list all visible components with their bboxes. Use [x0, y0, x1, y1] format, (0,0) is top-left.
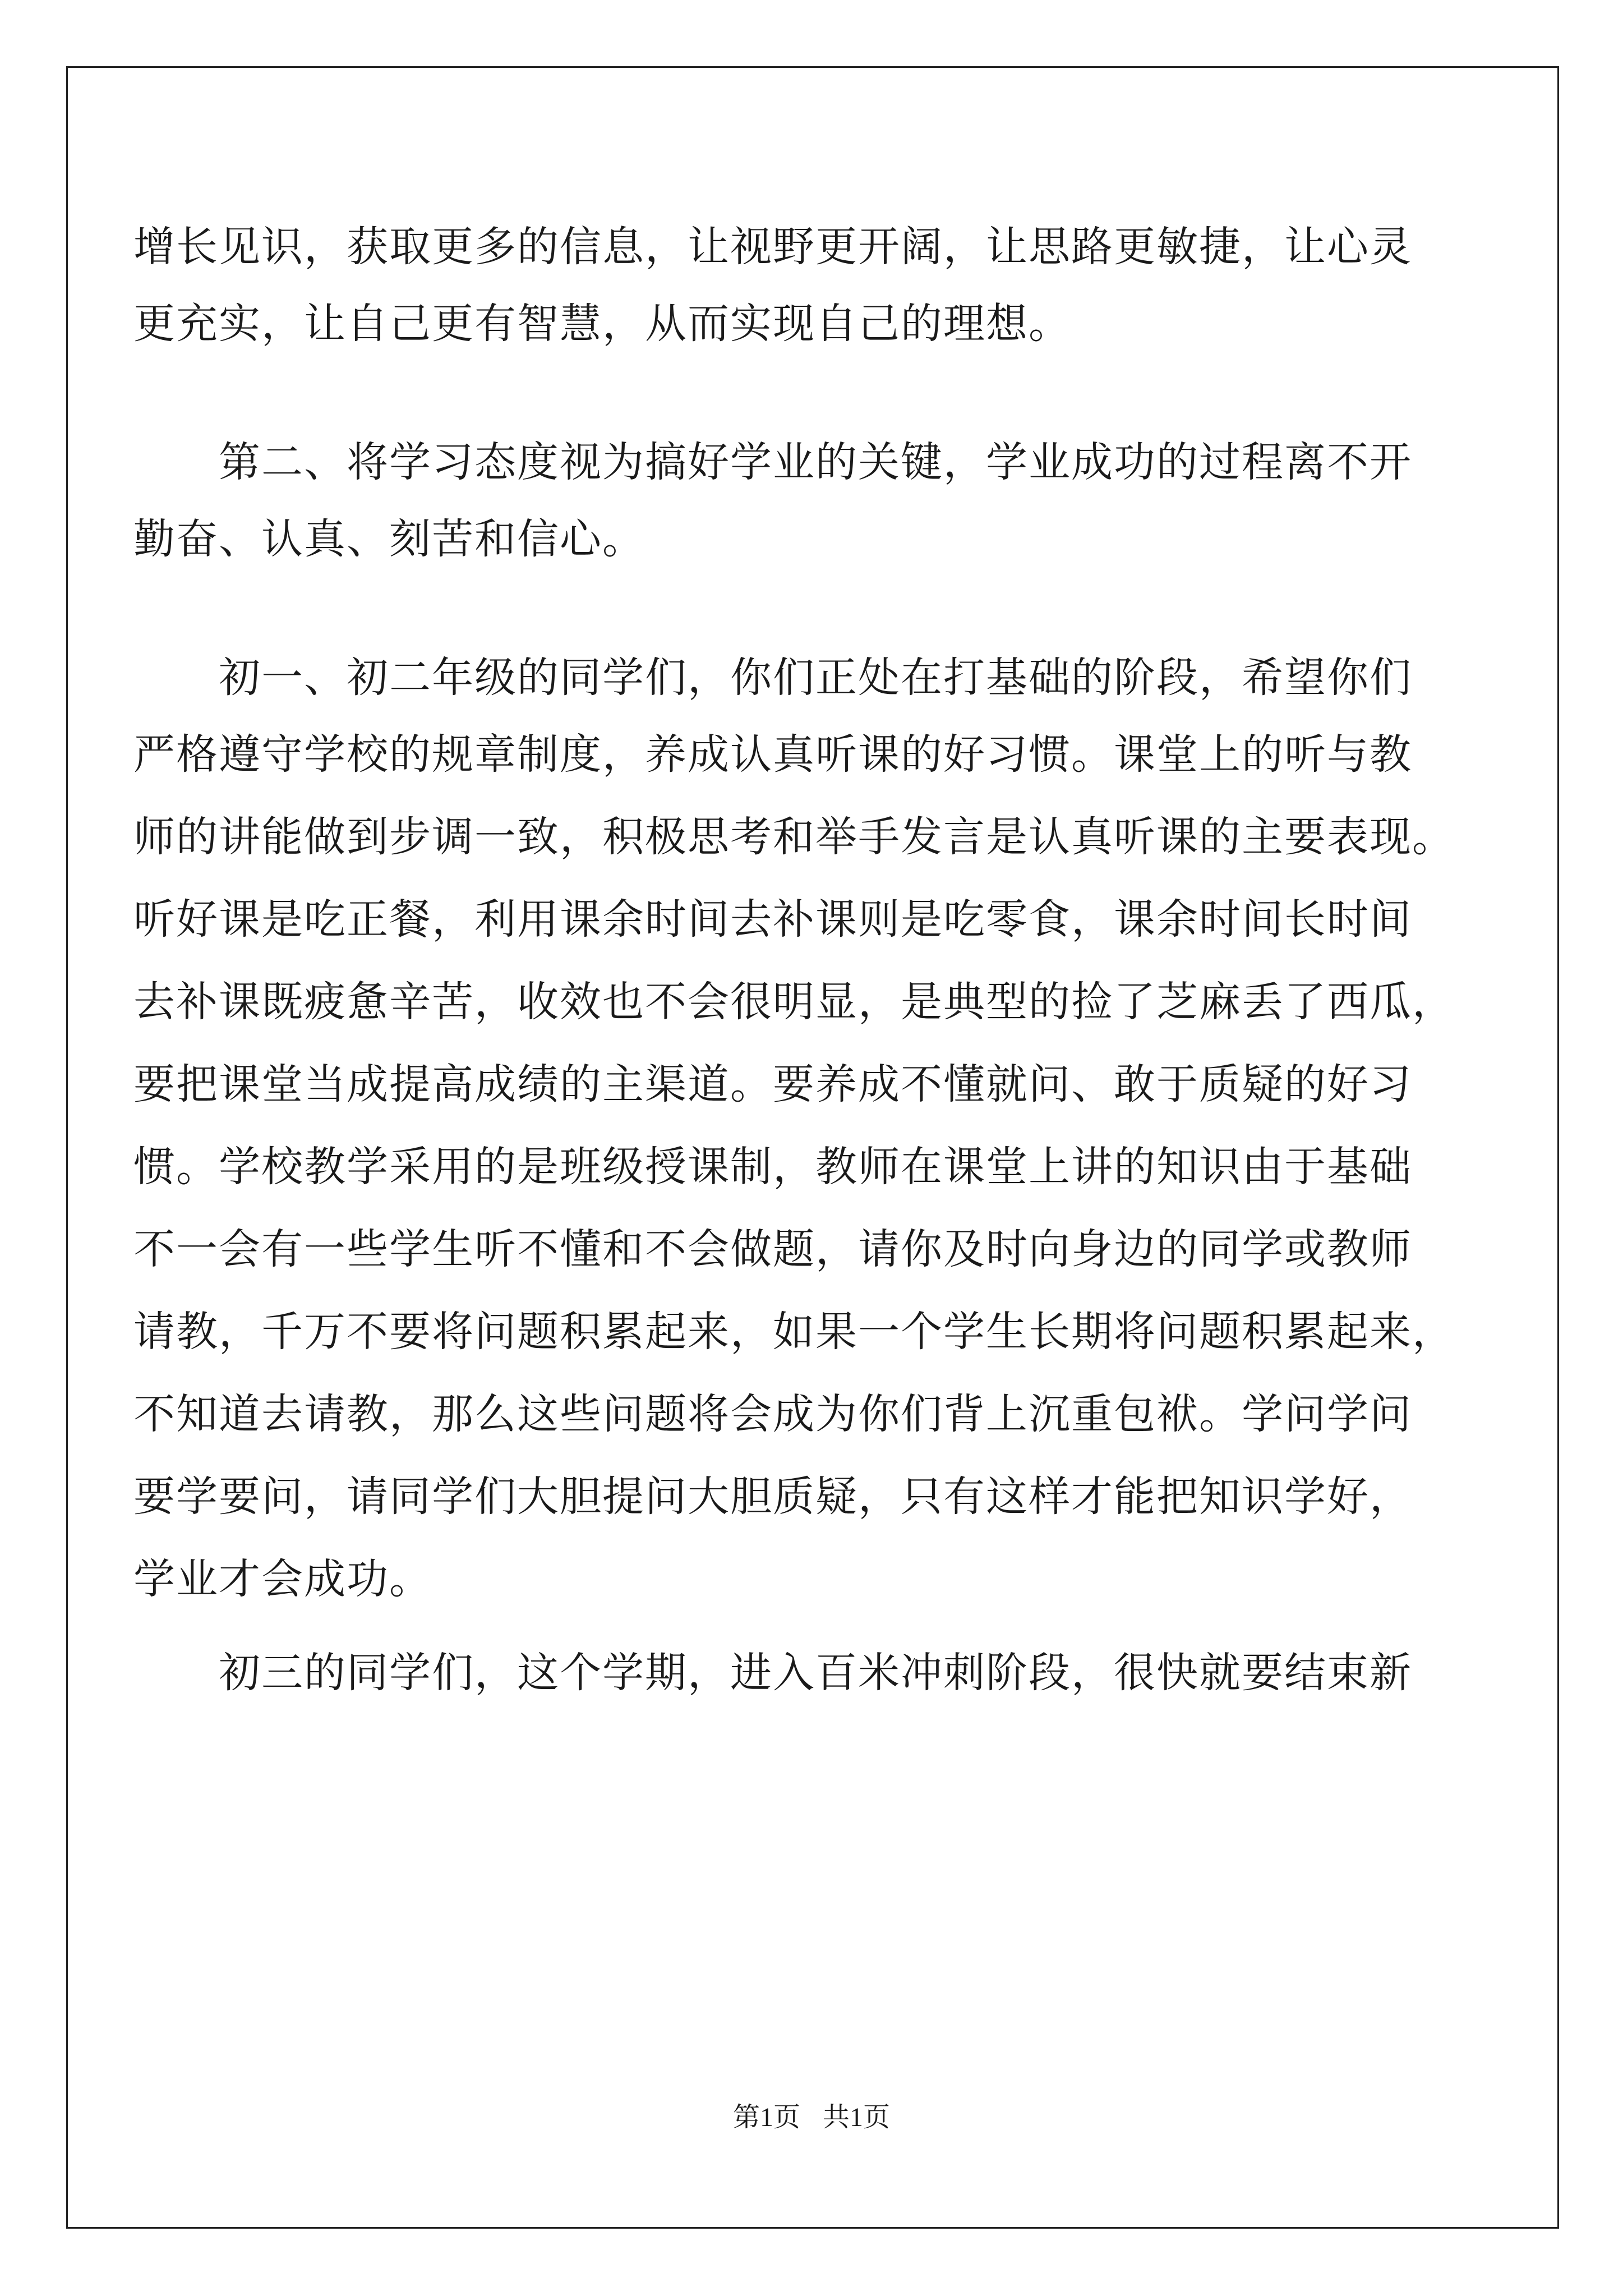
text-line: 不知道去请教，那么这些问题将会成为你们背上沉重包袱。学问学问 — [133, 1390, 1412, 1438]
text-line: 初三的同学们，这个学期，进入百米冲刺阶段，很快就要结束新 — [133, 1649, 1412, 1697]
text-line: 听好课是吃正餐，利用课余时间去补课则是吃零食，课余时间长时间 — [133, 895, 1412, 944]
text-line: 请教，千万不要将问题积累起来，如果一个学生长期将问题积累起来， — [133, 1308, 1455, 1356]
text-line: 去补课既疲惫辛苦，收效也不会很明显，是典型的捡了芝麻丢了西瓜， — [133, 978, 1455, 1026]
page-number: 第1页 — [732, 2102, 800, 2132]
text-line: 勤奋、认真、刻苦和信心。 — [133, 515, 645, 563]
text-line: 增长见识，获取更多的信息，让视野更开阔，让思路更敏捷，让心灵 — [133, 223, 1412, 271]
text-line: 第二、将学习态度视为搞好学业的关键，学业成功的过程离不开 — [133, 438, 1412, 486]
page-total: 共1页 — [823, 2102, 891, 2132]
text-line: 学业才会成功。 — [133, 1555, 432, 1603]
text-line: 初一、初二年级的同学们，你们正处在打基础的阶段，希望你们 — [133, 654, 1412, 702]
page-footer — [0, 2101, 1623, 2134]
text-line: 更充实，让自己更有智慧，从而实现自己的理想。 — [133, 300, 1071, 348]
text-line: 不一会有一些学生听不懂和不会做题，请你及时向身边的同学或教师 — [133, 1225, 1412, 1273]
text-line: 师的讲能做到步调一致，积极思考和举手发言是认真听课的主要表现。 — [133, 813, 1455, 861]
text-line: 惯。学校教学采用的是班级授课制，教师在课堂上讲的知识由于基础 — [133, 1143, 1412, 1191]
text-line: 要把课堂当成提高成绩的主渠道。要养成不懂就问、敢于质疑的好习 — [133, 1060, 1412, 1108]
text-line: 严格遵守学校的规章制度，养成认真听课的好习惯。课堂上的听与教 — [133, 730, 1412, 779]
text-line: 要学要问，请同学们大胆提问大胆质疑，只有这样才能把知识学好， — [133, 1473, 1412, 1521]
